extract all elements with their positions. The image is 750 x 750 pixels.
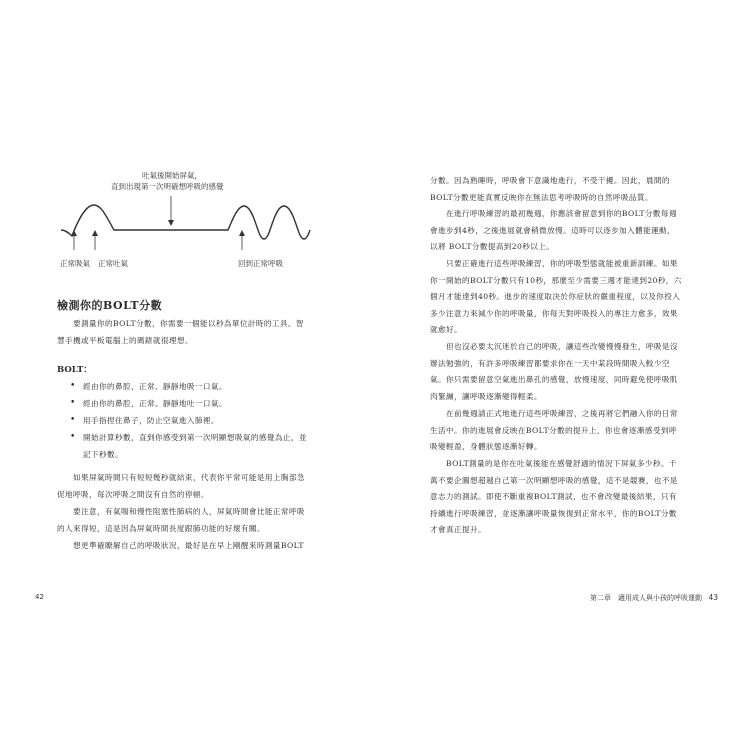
text-line: 只要正確進行這些呼吸練習，你的呼吸型態就能被重新訓練。如果 [446,259,678,268]
text-line: 多少注意力來減少你的呼吸量，你每天對呼吸投入的專注力愈多，效果 [430,308,678,318]
text-line: 生活中。你的進展會反映在BOLT分數的提升上，你也會逐漸感受到呼 [430,425,677,435]
paragraph-short-hold [57,470,327,503]
text-line: 你一開始的BOLT分數只有10秒，那麼至少需要三週才能達到20秒，六 [430,275,682,285]
diagram-top-label-line1: 吐氣後開始屏氣， [142,171,202,180]
paragraph-morning-cont [430,173,705,206]
paragraph-first-weeks [430,206,705,256]
section-title: 檢測你的BOLT分數 [57,299,163,312]
list-item: • 用手指捏住鼻子，防止空氣進入肺裡。 [70,412,332,429]
text-line: 但也沒必要太沉迷於自己的呼吸，讓這些改變慢慢發生，呼吸是沒 [446,342,678,351]
text-line: 的人來得短，這是因為屏氣時間長度跟肺功能的好壞有關。 [57,523,265,533]
list-item: • 經由你的鼻腔，正常、靜靜地吐一口氣。 [70,395,332,412]
text-line: 氣。你只需要留意空氣進出鼻孔的感覺，放慢速度，同時避免使呼吸肌 [430,375,678,384]
text-line: 慧手機或平板電腦上的碼錶就很理想。 [57,335,193,345]
text-line: BOLT測量的是你在吐氣後能在感覺舒適的情況下屏氣多少秒。千 [446,459,677,468]
page-number-right: 43 [708,593,718,602]
list-item: • 開始計算秒數，直到你感受到第一次明顯想吸氣的感覺為止，並 [70,429,332,446]
diagram-label-normal-exhale: 正常吐氣 [98,259,128,268]
paragraph-daily-life [430,406,705,456]
text-line: 要測量你的BOLT分數，你需要一個能以秒為單位計時的工具。智 [73,319,304,328]
paragraph-asthma [57,504,327,537]
text-line: 萬不要企圖想超越自己第一次明顯想呼吸的感覺，這不是競賽，也不是 [430,475,678,485]
text-line: 持續進行呼吸練習，並逐漸讓呼吸量恢復到正常水平，你的BOLT分數 [430,508,677,518]
diagram-label-normal-inhale: 正常吸氣 [60,259,90,268]
list-item-continuation: 記下秒數。 [83,450,123,459]
text-line: 想更準確瞭解自己的呼吸狀況，最好是在早上剛醒來時測量BOLT [73,541,304,550]
paragraph-morning [57,538,327,555]
intro-paragraph [57,316,327,349]
text-line: 要注意，有氣喘和慢性阻塞性肺病的人，屏氣時間會比能正常呼吸 [73,507,305,516]
text-line: 意志力的測試。即使不斷重複BOLT測試，也不會改變最後結果，只有 [430,492,677,501]
chapter-running-head: 第二章 適用成人與小孩的呼吸運動 [590,594,702,602]
bolt-steps-list [70,378,332,463]
diagram-top-label-line2: 直到出現第一次明確想呼吸的感覺 [111,182,224,191]
text-line: 就愈好。 [430,325,462,334]
text-line: 分數。因為熟睡時，呼吸會下意識地進行，不受干擾。因此，晨間的 [430,176,670,185]
text-line: 在進行呼吸練習的最初幾週，你應該會留意到你的BOLT分數每週 [446,209,677,218]
text-line: 肉緊繃，讓呼吸逐漸變得輕柔。 [430,391,542,401]
text-line: 促地呼吸，每次呼吸之間沒有自然的停頓。 [57,489,209,499]
page-number-left: 42 [35,593,44,601]
paragraph-bolt-measure [430,456,705,539]
paragraph-gentle [430,339,705,405]
text-line: 如果屏氣時間只有短短幾秒就結束，代表你平常可能是用上胸部急 [73,473,305,482]
text-line: 辦法勉強的，有許多呼吸練習都要求你在一天中某段時間吸入較少空 [430,358,670,368]
text-line: 以將 BOLT分數提高到20秒以上。 [430,242,555,251]
text-line: 會進步到4秒，之後進展就會稍微放慢。這時可以逐步加入體能運動， [430,225,676,235]
breathing-diagram [50,138,320,278]
text-line: BOLT分數更能真實反映你在無法思考呼吸時的自然呼吸品質。 [430,192,653,202]
breathing-wave-graphic [50,138,320,278]
text-line: 才會真正提升。 [430,525,486,534]
text-line: 在前幾週請正式地進行這些呼吸練習，之後再將它們融入你的日常 [446,409,678,418]
diagram-label-return-normal: 回到正常呼吸 [238,259,283,268]
list-item: • 經由你的鼻腔，正常、靜靜地吸一口氣。 [70,378,332,395]
text-line: 吸變輕盈，身體狀態逐漸好轉。 [430,442,542,451]
right-page [375,0,750,750]
bolt-subhead: BOLT： [57,365,92,375]
text-line: 個月才能達到40秒。進步的速度取決於你症狀的嚴重程度，以及你投入 [430,292,681,301]
paragraph-progress [430,256,705,339]
